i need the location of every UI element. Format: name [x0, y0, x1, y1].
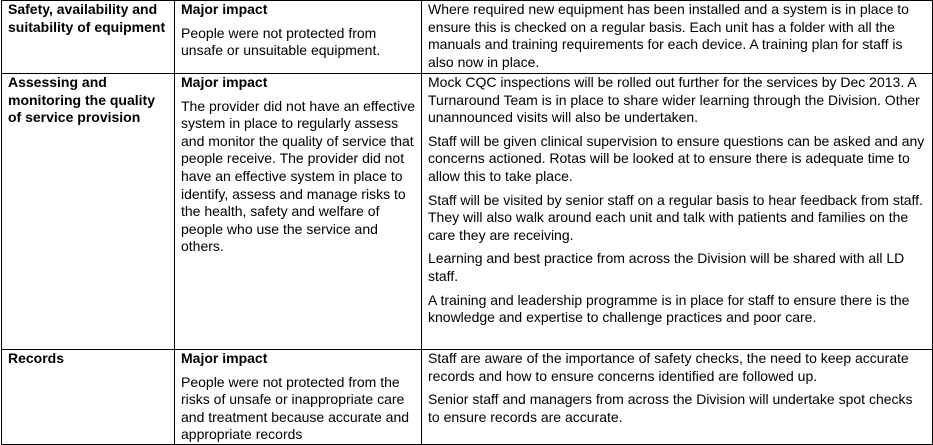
action-paragraph: A training and leadership programme is in place for staff to ensure there is the knowledge and expertise to challenge practices and poor care.	[428, 291, 910, 326]
action-paragraph: Where required new equipment has been installed and a system is in place to ensure this is checked on a regular basis. Each unit has a folder with all the manuals and training requirements for each device. A training plan for staff is also now in place.	[428, 1, 909, 70]
outcome-area-cell: Safety, availability and suitability of equipment	[2, 1, 175, 74]
impact-level: Major impact	[181, 1, 268, 17]
action-paragraph: Staff are aware of the importance of safety checks, the need to keep accurate records and how to ensure concerns identified are followed up.	[428, 350, 909, 384]
impact-cell	[175, 74, 422, 350]
action-paragraph: Mock CQC inspections will be rolled out further for the services by Dec 2013. A Turnaround Team is in place to share wider learning through the Division. Other unannounced visits will also be undertaken.	[428, 74, 920, 126]
table-row	[2, 74, 933, 350]
action-paragraph: Learning and best practice from across the Division will be shared with all LD staff.	[428, 250, 905, 284]
outcome-area-cell: Records	[2, 350, 175, 445]
impact-cell	[175, 350, 422, 445]
action-paragraph: Staff will be visited by senior staff on a regular basis to hear feedback from staff. They will also walk around each unit and talk with patients and families on the care they are receiving.	[428, 191, 923, 243]
action-cell	[422, 1, 933, 74]
action-cell	[422, 350, 933, 445]
action-cell	[422, 74, 933, 350]
impact-description: People were not protected from the risks of unsafe or inappropriate care and treatment because accurate and appropriate records	[181, 373, 410, 443]
action-paragraph: Senior staff and managers from across the Division will undertake spot checks to ensure records are accurate.	[428, 391, 913, 425]
impact-cell	[175, 1, 422, 74]
action-paragraph: Staff will be given clinical supervision to ensure questions can be asked and any concerns actioned. Rotas will be looked at to ensure there is adequate time to allow this to take place.	[428, 132, 925, 184]
impact-description: People were not protected from unsafe or unsuitable equipment.	[181, 24, 381, 59]
impact-level: Major impact	[181, 350, 268, 366]
outcome-area-cell: Assessing and monitoring the quality of service provision	[2, 74, 175, 350]
impact-level: Major impact	[181, 74, 268, 90]
impact-description: The provider did not have an effective system in place to regularly assess and monitor the quality of service that people receive. The provider did not have an effective system in place to identify, assess and manage risks to the health, safety and welfare of people who use the service and others.	[181, 97, 416, 255]
table-row	[2, 350, 933, 445]
compliance-action-table	[1, 0, 933, 445]
table-row	[2, 1, 933, 74]
